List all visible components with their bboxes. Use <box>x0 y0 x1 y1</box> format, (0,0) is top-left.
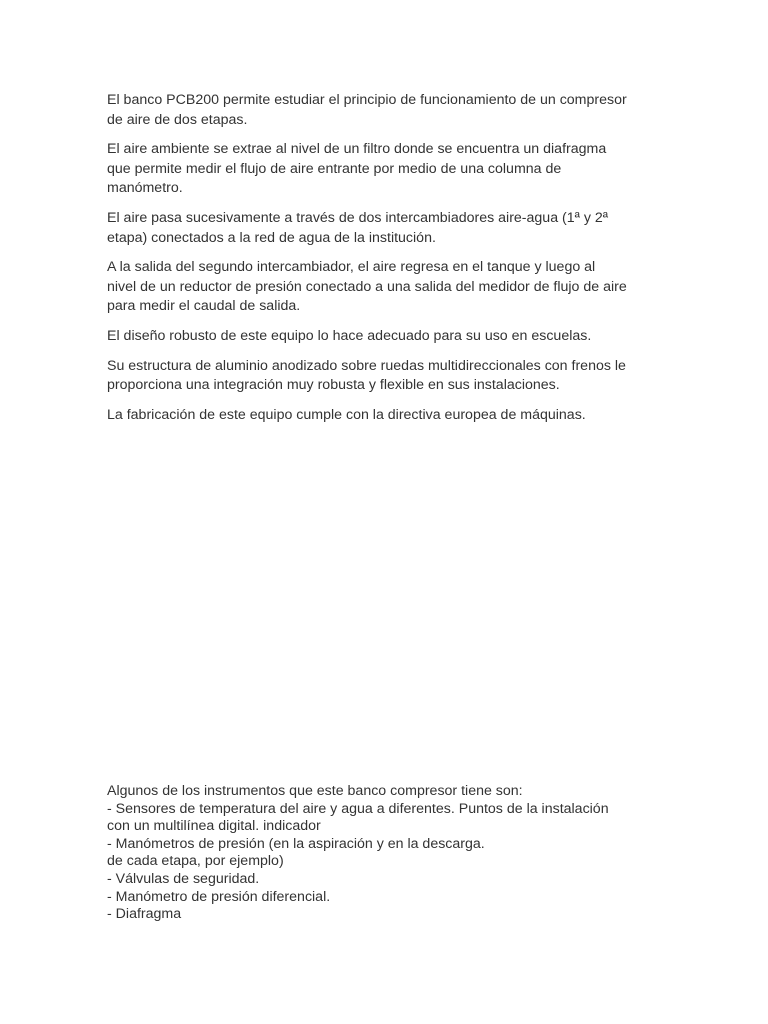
description-section <box>107 91 667 435</box>
instruments-heading: Algunos de los instrumentos que este banco compresor tiene son: <box>107 783 523 799</box>
paragraph: La fabricación de este equipo cumple con la directiva europea de máquinas. <box>107 406 586 423</box>
paragraph: El aire ambiente se extrae al nivel de un filtro donde se encuentra un diafragma que permite medir el flujo de aire entrante por medio de una columna de manómetro. <box>107 141 607 197</box>
list-item: de cada etapa, por ejemplo) <box>107 853 284 870</box>
list-item: con un multilínea digital. indicador <box>107 818 321 835</box>
list-item: - Manómetro de presión diferencial. <box>107 888 331 905</box>
paragraph: El diseño robusto de este equipo lo hace adecuado para su uso en escuelas. <box>107 327 592 344</box>
instruments-list <box>107 783 667 924</box>
list-item: - Válvulas de seguridad. <box>107 870 260 887</box>
paragraph: Su estructura de aluminio anodizado sobre ruedas multidireccionales con frenos le proporciona una integración muy robusta y flexible en sus instalaciones. <box>107 357 626 394</box>
list-item: - Manómetros de presión (en la aspiración y en la descarga. <box>107 835 485 852</box>
paragraph: El banco PCB200 permite estudiar el principio de funcionamiento de un compresor de aire de dos etapas. <box>107 92 627 128</box>
list-item: - Diafragma <box>107 906 182 923</box>
paragraph: El aire pasa sucesivamente a través de dos intercambiadores aire-agua (1ª y 2ª etapa) conectados a la red de agua de la institución. <box>107 209 609 246</box>
paragraph: A la salida del segundo intercambiador, el aire regresa en el tanque y luego al nivel de un reductor de presión conectado a una salida del medidor de flujo de aire para medir el caudal de salida. <box>107 259 627 315</box>
list-item: - Sensores de temperatura del aire y agua a diferentes. Puntos de la instalación <box>107 800 609 817</box>
